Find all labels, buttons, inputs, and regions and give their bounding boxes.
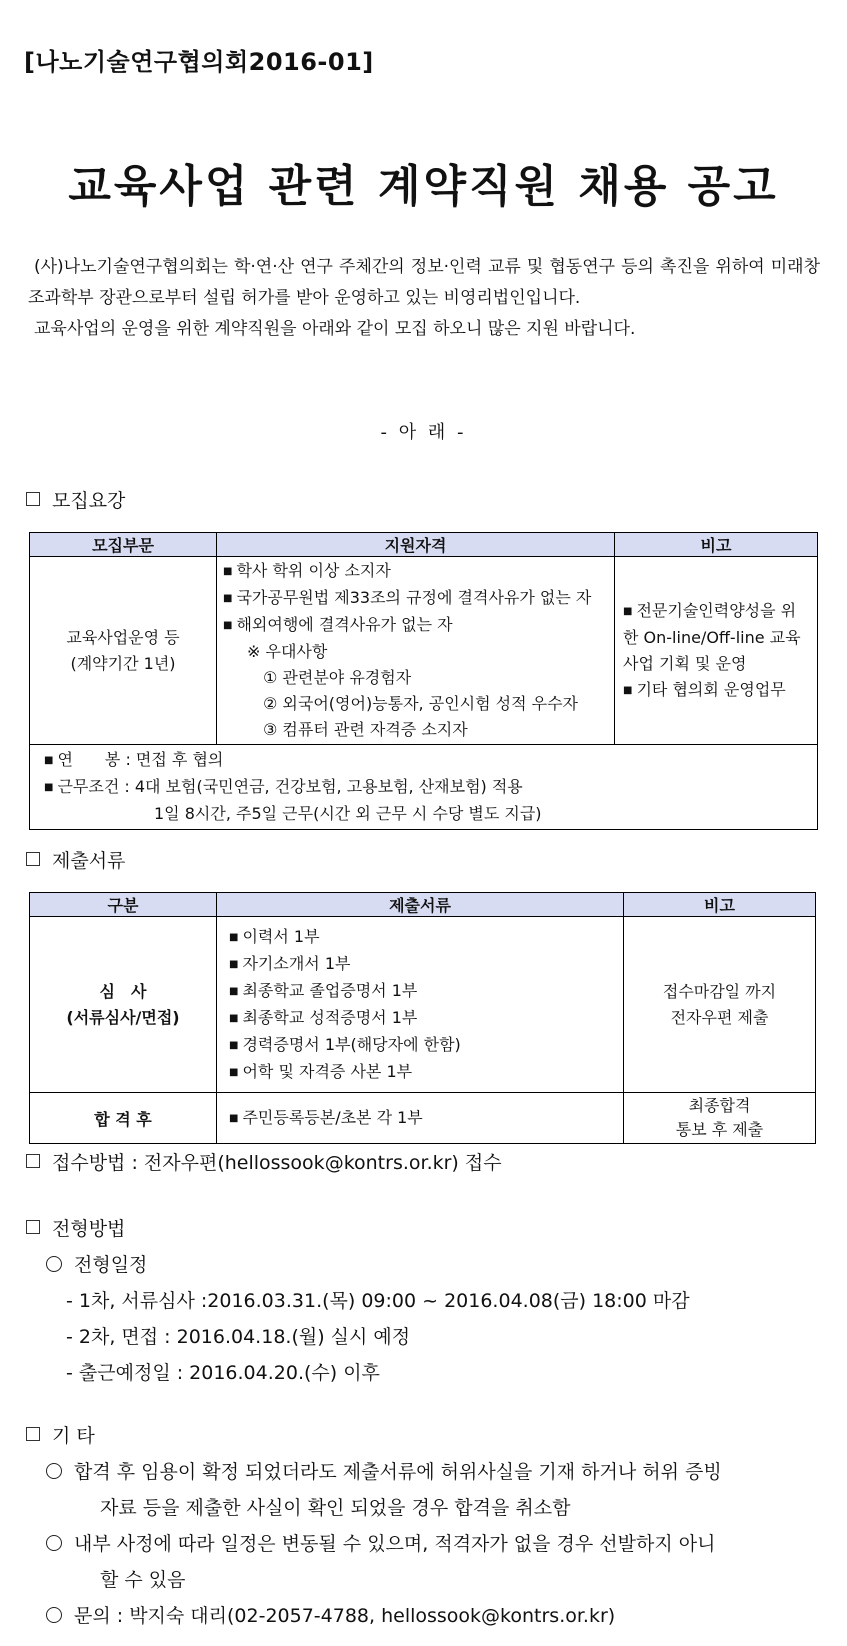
review-docs-cell (217, 917, 624, 1093)
salary-text: ■ 연 봉 : 면접 후 협의 (44, 747, 807, 774)
checkbox-square-icon (26, 852, 40, 866)
recruit-table (29, 532, 818, 830)
list-item: - 1차, 서류심사 :2016.03.31.(목) 09:00 ~ 2016.04.08(금) 18:00 마감 (66, 1290, 690, 1312)
selection-heading: 전형방법 (26, 1211, 690, 1247)
conditions-text-cont: 1일 8시간, 주5일 근무(시간 외 근무 시 수당 별도 지급) (154, 804, 542, 823)
selection-section (26, 1211, 690, 1391)
etc-heading: 기 타 (26, 1418, 722, 1454)
contact-info: 문의 : 박지숙 대리(02-2057-4788, hellossook@kontrs.or.kr) (26, 1598, 722, 1634)
list-item: ■ 해외여행에 결격사유가 없는 자 (223, 612, 608, 639)
dept-cell: 교육사업운영 등 (계약기간 1년) (30, 557, 217, 745)
review-note-cell: 접수마감일 까지 전자우편 제출 (624, 917, 816, 1093)
list-item: ■ 기타 협의회 운영업무 (623, 677, 809, 704)
conditions-text: ■ 근무조건 : 4대 보험(국민연금, 건강보험, 고용보험, 산재보험) 적용 (44, 774, 807, 801)
intro-paragraph-2: 교육사업의 운영을 위한 계약직원을 아래와 같이 모집 하오니 많은 지원 바랍니다. (34, 319, 636, 339)
column-header: 비고 (615, 533, 818, 557)
pass-docs-cell (217, 1093, 624, 1144)
list-item: - 출근예정일 : 2016.04.20.(수) 이후 (66, 1362, 380, 1384)
circle-bullet-icon (46, 1535, 62, 1551)
checkbox-square-icon (26, 1427, 40, 1441)
list-item: ① 관련분야 유경험자 (263, 668, 412, 687)
circle-bullet-icon (46, 1463, 62, 1479)
list-item-cont: 할 수 있음 (100, 1569, 186, 1591)
section-divider-label: - 아 래 - (380, 422, 467, 443)
pass-note-cell: 최종합격 통보 후 제출 (624, 1093, 816, 1144)
list-item: ③ 컴퓨터 관련 자격증 소지자 (263, 720, 468, 739)
column-header: 지원자격 (217, 533, 615, 557)
list-item: - 2차, 면접 : 2016.04.18.(월) 실시 예정 (66, 1326, 411, 1348)
column-header: 구분 (30, 893, 217, 917)
page-title: 교육사업 관련 계약직원 채용 공고 (68, 161, 779, 212)
checkbox-square-icon (26, 1154, 40, 1168)
recruit-heading: 모집요강 (26, 486, 125, 513)
checkbox-square-icon (26, 1220, 40, 1234)
list-item: ■ 최종학교 성적증명서 1부 (229, 1005, 611, 1032)
list-item-cont: 자료 등을 제출한 사실이 확인 되었을 경우 합격을 취소함 (100, 1497, 571, 1519)
list-item: ■ 국가공무원법 제33조의 규정에 결격사유가 없는 자 (223, 585, 608, 612)
qualification-cell (217, 557, 615, 745)
intro-text (28, 252, 820, 345)
list-item: ■ 경력증명서 1부(해당자에 한함) (229, 1032, 611, 1059)
submission-method: 접수방법 : 전자우편(hellossook@kontrs.or.kr) 접수 (26, 1148, 502, 1175)
etc-section (26, 1418, 722, 1634)
circle-bullet-icon (46, 1607, 62, 1623)
list-item: 내부 사정에 따라 일정은 변동될 수 있으며, 적격자가 없을 경우 선발하지 아니 (26, 1526, 722, 1562)
list-item: ■ 이력서 1부 (229, 924, 611, 951)
list-item: ■ 최종학교 졸업증명서 1부 (229, 978, 611, 1005)
list-item: 합격 후 임용이 확정 되었더라도 제출서류에 허위사실을 기재 하거나 허위 증빙 (26, 1454, 722, 1490)
list-item: ■ 학사 학위 이상 소지자 (223, 558, 608, 585)
list-item: ② 외국어(영어)능통자, 공인시험 성적 우수자 (263, 694, 579, 713)
schedule-title: 전형일정 (26, 1247, 690, 1283)
list-item: ■ 어학 및 자격증 사본 1부 (229, 1059, 611, 1086)
circle-bullet-icon (46, 1256, 62, 1272)
pass-label-cell: 합 격 후 (30, 1093, 217, 1144)
column-header: 모집부문 (30, 533, 217, 557)
list-item: ■ 자기소개서 1부 (229, 951, 611, 978)
intro-paragraph-1: (사)나노기술연구협의회는 학·연·산 연구 주체간의 정보·인력 교류 및 협동연구 등의 촉진을 위하여 미래창조과학부 장관으로부터 설립 허가를 받아 운영하고 있는 비영리법인입니다. (28, 257, 820, 308)
list-item: ■ 전문기술인력양성을 위한 On-line/Off-line 교육사업 기획 및 운영 (623, 598, 809, 677)
list-item: ■ 주민등록등본/초본 각 1부 (229, 1105, 611, 1132)
documents-table (29, 892, 816, 1144)
conditions-cell (30, 745, 818, 830)
review-label-cell: 심 사 (서류심사/면접) (30, 917, 217, 1093)
document-code: [나노기술연구협의회2016-01] (24, 48, 374, 76)
checkbox-square-icon (26, 492, 40, 506)
column-header: 제출서류 (217, 893, 624, 917)
remarks-cell (615, 557, 818, 745)
documents-heading: 제출서류 (26, 846, 125, 873)
preference-title: ※ 우대사항 (247, 642, 328, 661)
column-header: 비고 (624, 893, 816, 917)
